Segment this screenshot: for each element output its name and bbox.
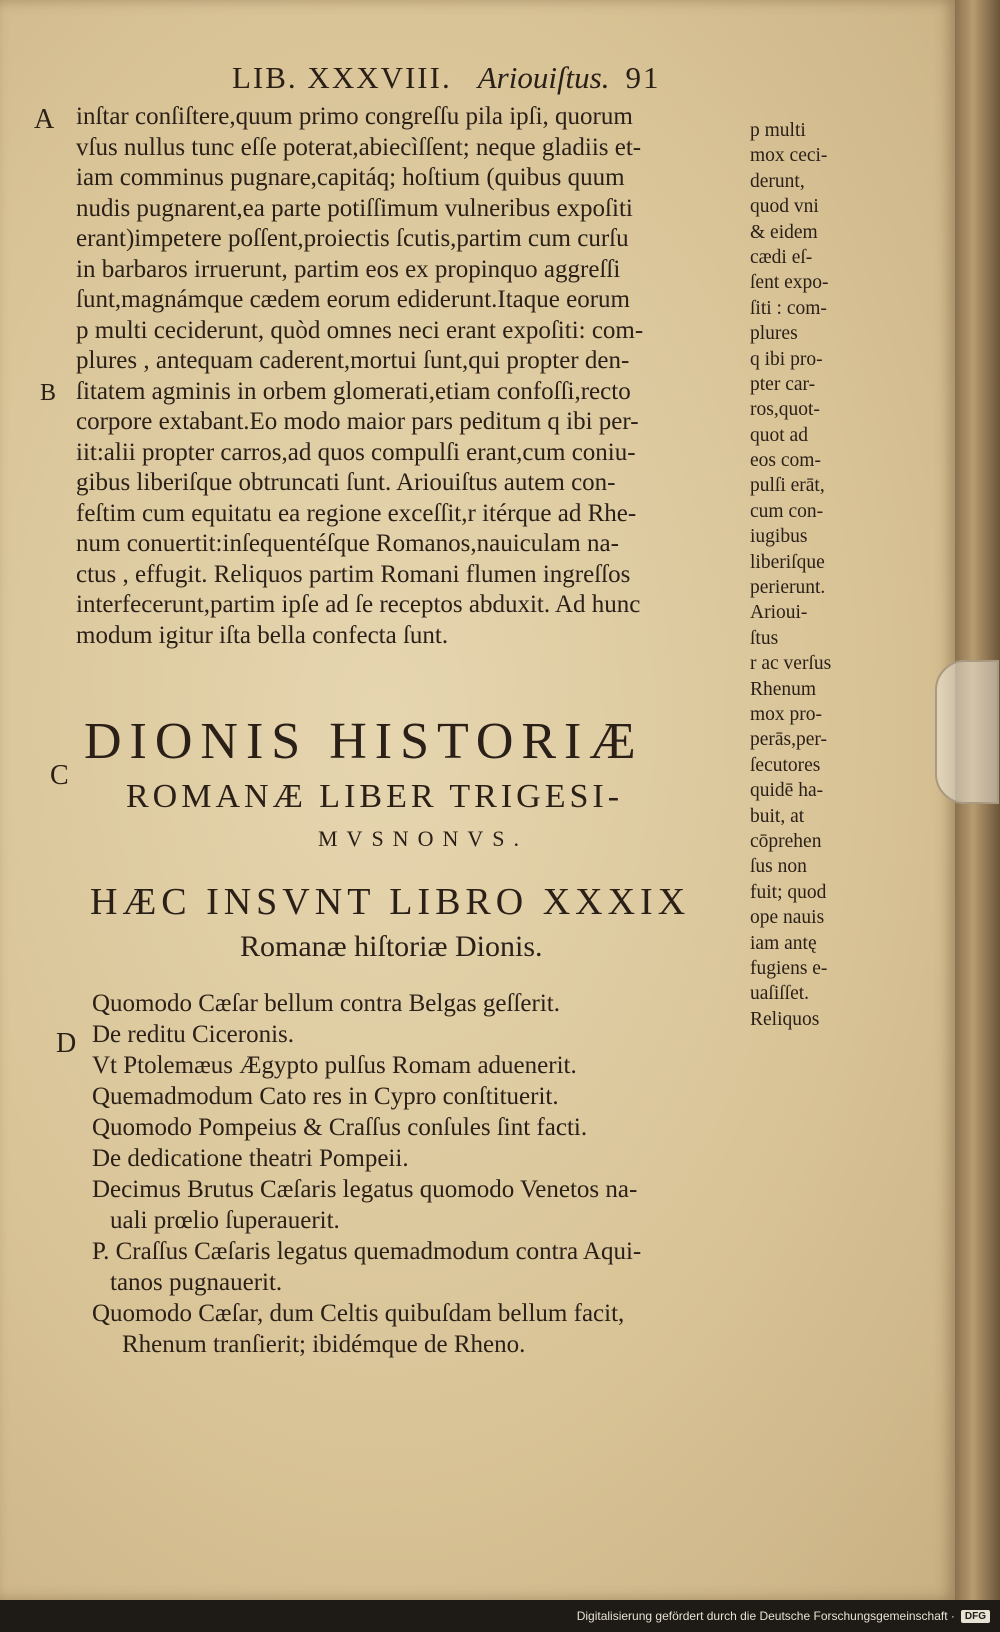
side-note-line: quot ad	[750, 424, 808, 446]
book-number: LIB. XXXVIII.	[232, 60, 452, 95]
side-note-line: ſtus	[750, 627, 779, 649]
side-note-line: q ibi pro-	[750, 348, 823, 370]
dfg-logo-icon: DFG	[961, 1610, 990, 1623]
side-note-line: liberiſque	[750, 551, 825, 573]
page-number: 91	[625, 60, 661, 95]
side-note-line: cædi eſ-	[750, 246, 813, 268]
contents-heading: HÆC INSVNT LIBRO XXXIX	[90, 881, 691, 923]
contents-item: tanos pugnauerit.	[110, 1269, 283, 1296]
side-note-line: p multi	[750, 120, 806, 141]
contents-item: De dedicatione theatri Pompeii.	[92, 1145, 409, 1172]
contents-item: Quomodo Cæſar, dum Celtis quibuſdam bellum facit,	[92, 1300, 625, 1327]
contents-item: P. Craſſus Cæſaris legatus quemadmodum contra Aqui-	[92, 1238, 642, 1265]
text-line: gibus liberiſque obtruncati ſunt. Ariouiſtus autem con-	[76, 469, 616, 496]
text-line: erant)impetere poſſent,proiectis ſcutis,partim cum curſu	[76, 225, 629, 252]
section-letter-c: C	[50, 760, 69, 791]
side-note-line: derunt,	[750, 170, 805, 192]
side-note-line: plures	[750, 323, 798, 345]
text-line: iit:alii propter carros,ad quos compulſi erant,cum coniu-	[76, 438, 636, 466]
side-note-line: fugiens e-	[750, 957, 828, 979]
side-note-line: perierunt.	[750, 577, 826, 599]
section-letter-a: A	[34, 104, 55, 135]
text-line: inſtar conſiſtere,quum primo congreſſu pila ipſi, quorum	[76, 103, 633, 130]
side-note-line: Reliquos	[750, 1008, 820, 1030]
side-note-line: Arioui-	[750, 602, 808, 624]
side-note-line: ros,quot-	[750, 399, 820, 421]
text-line: p multi ceciderunt, quòd omnes neci erant expoſiti: com-	[76, 316, 644, 344]
contents-item: Decimus Brutus Cæſaris legatus quomodo Venetos na-	[92, 1176, 638, 1203]
contents-item: Quomodo Pompeius & Craſſus conſules ſint facti.	[92, 1114, 588, 1141]
side-note-line: iugibus	[750, 526, 808, 548]
contents-item: Vt Ptolemæus Ægypto pulſus Romam aduenerit.	[92, 1052, 577, 1079]
side-note-line: Rhenum	[750, 678, 817, 700]
side-note-line: quod vni	[750, 196, 819, 218]
text-line: vſus nullus tunc eſſe poterat,abiecìſſent; neque gladiis et-	[76, 133, 642, 161]
contents-subheading: Romanæ hiſtoriæ Dionis.	[240, 930, 543, 963]
side-note-line: quidē ha-	[750, 780, 824, 802]
side-note-line: ſus non	[750, 856, 807, 878]
footer-text: Digitalisierung gefördert durch die Deutsche Forschungsgemeinschaft ·	[576, 1609, 955, 1623]
running-header	[232, 60, 752, 96]
contents-item: Rhenum tranſierit; ibidémque de Rheno.	[122, 1331, 526, 1358]
text-line: num conuertit:inſequentéſque Romanos,nauiculam na-	[76, 530, 619, 557]
page-clip	[935, 660, 999, 804]
side-note-line: cum con-	[750, 500, 824, 522]
side-note-line: pter car-	[750, 373, 816, 395]
side-note-line: ſent expo-	[750, 272, 829, 294]
text-line: iam comminus pugnare,capitáq; hoſtium (quibus quum	[76, 164, 625, 191]
book-heading-subtitle: ROMANÆ LIBER TRIGESI-	[126, 778, 624, 815]
text-line: nudis pugnarent,ea parte potiſſimum vulneribus expoſiti	[76, 194, 633, 222]
book-heading-number: MVSNONVS.	[318, 826, 528, 851]
text-line: feſtim cum equitatu ea regione exceſſit,r itérque ad Rhe-	[76, 499, 637, 527]
side-note-line: eos com-	[750, 450, 821, 472]
side-note-line: pulſi erāt,	[750, 475, 825, 497]
text-line: ſunt,magnámque cædem eorum ediderunt.Itaque eorum	[76, 286, 630, 313]
side-note-line: ope nauis	[750, 907, 825, 929]
text-line: corpore extabant.Eo modo maior pars peditum q ibi per-	[76, 408, 639, 435]
text-line: interfecerunt,partim ipſe ad ſe receptos abduxit. Ad hunc	[76, 591, 641, 618]
side-note-line: fuit; quod	[750, 881, 827, 903]
text-line: ſitatem agminis in orbem glomerati,etiam confoſſi,recto	[76, 377, 631, 405]
section-letter-d: D	[56, 1028, 77, 1059]
text-line: in barbaros irruerunt, partim eos ex propinquo aggreſſi	[76, 255, 621, 283]
book-heading-title: DIONIS HISTORIÆ	[84, 713, 644, 770]
side-note-line: buit, at	[750, 805, 805, 827]
side-note-line: & eidem	[750, 221, 818, 243]
side-note-line: ſecutores	[750, 754, 821, 776]
text-line: modum igitur iſta bella confecta ſunt.	[76, 621, 449, 649]
contents-item: Quomodo Cæſar bellum contra Belgas geſſerit.	[92, 990, 560, 1017]
contents-item: De reditu Ciceronis.	[92, 1021, 295, 1048]
side-note-line: r ac verſus	[750, 653, 832, 675]
side-note-line: mox pro-	[750, 703, 823, 725]
side-note-line: perās,per-	[750, 729, 828, 751]
side-note-line: iam antę	[750, 932, 817, 954]
text-line: ctus , effugit. Reliquos partim Romani flumen ingreſſos	[76, 560, 631, 588]
contents-list	[92, 988, 772, 1360]
text-line: plures , antequam caderent,mortui ſunt,qui propter den-	[76, 347, 630, 374]
side-note-line: cōprehen	[750, 830, 822, 852]
running-title: Ariouiſtus.	[477, 60, 610, 95]
side-note-line: uaſiſſet.	[750, 983, 810, 1005]
section-letter-b: B	[40, 380, 57, 406]
main-text-block	[76, 102, 736, 651]
side-note-line: ſiti : com-	[750, 297, 827, 319]
contents-item: uali prœlio ſuperauerit.	[110, 1207, 340, 1234]
side-note-line: mox ceci-	[750, 145, 828, 167]
contents-item: Quemadmodum Cato res in Cypro conſtituerit.	[92, 1083, 559, 1110]
digitization-footer	[0, 1600, 1000, 1632]
